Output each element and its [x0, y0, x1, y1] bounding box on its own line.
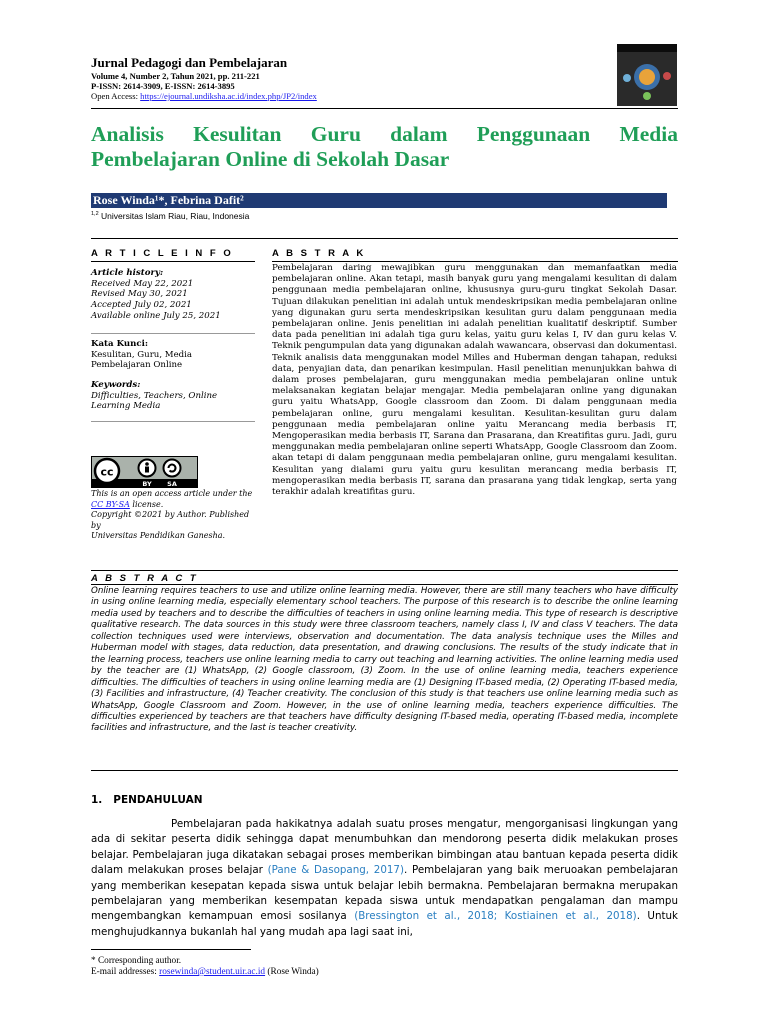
- cc-license-icon: [92, 457, 197, 487]
- history-label: Article history:: [91, 268, 164, 278]
- license-line4: Universitas Pendidikan Ganesha.: [91, 531, 226, 540]
- email-label: E-mail addresses:: [91, 967, 157, 977]
- title-word: Analisis: [91, 122, 164, 146]
- license-line2: CC BY-SA license.: [91, 499, 164, 509]
- email-line: [91, 967, 319, 977]
- abstract-bottom-rule: [91, 770, 678, 771]
- info-divider-1: [91, 333, 255, 334]
- license-line3: Copyright ©2021 by Author. Published by: [91, 510, 250, 530]
- title-word: Media: [619, 122, 678, 146]
- journal-cover-image: [617, 44, 677, 106]
- title-word: dalam: [390, 122, 448, 146]
- section1-paragraph: Pembelajaran pada hakikatnya adalah suatu proses mengatur, mengorganisasi lingkungan yang ada di sekitar peserta didik sehingga dapat menumbuhkan dan mendorong peserta didik melakukan proses belajar. Pembelajaran juga dikatakan sebagai proses memberikan bimbingan atau bantuan kepada peserta didik dalam melakukan proses belajar (Pane & Dasopang, 2017). Pembelajaran yang baik meruoakan pembelajaran yang memberikan kesepatan kepada siswa untuk belajar lebih bermakna. Pembelajaran bermakna merupakan pembelajaran yang memberikan kesempatan kepada siswa untuk mendapatkan pengalaman dan mampu mengembangkan kemampuan emosi sosilanya (Bressington et al., 2018; Kostiainen et al., 2018). Untuk menghujudkannya bukanlah hal yang mudah apa lagi saat ini,: [91, 818, 678, 938]
- section1-heading: 1. PENDAHULUAN: [91, 794, 203, 806]
- history-revised: Revised May 30, 2021: [91, 289, 188, 300]
- kata-kunci-label: Kata Kunci:: [91, 339, 149, 349]
- journal-open-access: [91, 91, 317, 101]
- abstract-text: Online learning requires teachers to use and utilize online learning media. However, there are still many teachers who have difficulty in using online learning media, especially elementary school teachers. The purpose of this research is to describe the online learning media used by teachers and to describe the difficulties of teachers in using online learning media. This type of research is descriptive qualitative research. The data sources in this study were three classroom teachers, namely class I, IV and class V teachers. The data collection techniques used were interviews, observation and documentation. The data analysis technique uses the Milles and Huberman model with stages, data reduction, data presentation, and drawing conclusions. The results of the study indicate that in the learning process, teachers use online learning media to carry out teaching and learning activities. The online learning media used by the teacher are (1) WhatsApp, (2) Google classroom, (3) Zoom. In the use of online learning media, teachers experience difficulties. The difficulties of teachers in using online learning media are (1) Designing IT-based media, (2) Operating IT-based media, (3) Facilities and infrastructure, (4) Teacher creativity. The conclusion of this study is that teachers use online learning media such as WhatsApp, Google Classroom and Zoom. However, in the use of online learning media, teachers experience difficulties. The difficulties experienced by teachers are that teachers have difficulty designing IT-based media, operating IT-based media, incomplete facilities and infrastructure, and the last is teacher creativity.: [91, 586, 678, 734]
- info-divider-2: [91, 421, 255, 422]
- abstrak-rule: [272, 261, 678, 262]
- abstract-heading-rule: [91, 584, 678, 585]
- cc-by-sa-link[interactable]: CC BY-SA: [91, 499, 130, 509]
- citation-bressington-kostiainen[interactable]: (Bressington et al., 2018; Kostiainen et al., 2018): [354, 910, 637, 923]
- corresponding-note: * Corresponding author.: [91, 956, 182, 966]
- cc-by-sa-badge[interactable]: [91, 456, 198, 488]
- history-online: Available online July 25, 2021: [91, 310, 221, 321]
- article-info-rule: [91, 261, 255, 262]
- sa-text: SA: [167, 480, 177, 487]
- email-link[interactable]: rosewinda@student.uir.ac.id: [159, 967, 266, 977]
- footnote-rule: [91, 949, 251, 950]
- journal-volume: Volume 4, Number 2, Tahun 2021, pp. 211-221: [91, 71, 260, 81]
- journal-title: Jurnal Pedagogi dan Pembelajaran: [91, 55, 288, 70]
- history-received: Received May 22, 2021: [91, 278, 194, 289]
- kata-kunci-line1: Kesulitan, Guru, Media: [91, 349, 193, 360]
- kata-kunci-block: [91, 339, 261, 371]
- journal-url-link[interactable]: https://ejournal.undiksha.ac.id/index.php/JP2/index: [140, 91, 317, 101]
- article-history: [91, 268, 261, 322]
- journal-issn: P-ISSN: 2614-3909, E-ISSN: 2614-3895: [91, 81, 235, 91]
- citation-pane-dasopang[interactable]: (Pane & Dasopang, 2017): [267, 864, 404, 877]
- affiliation-superscript: 1,2: [91, 211, 99, 218]
- article-title-line1: [91, 122, 678, 147]
- cc-text: cc: [100, 465, 114, 479]
- history-accepted: Accepted July 02, 2021: [91, 300, 192, 311]
- abstract-top-rule: [91, 570, 678, 571]
- title-word: Guru: [310, 122, 361, 146]
- authors-bar: Rose Winda¹*, Febrina Dafit²: [91, 193, 667, 208]
- article-title: [91, 122, 678, 172]
- keywords-block: [91, 380, 261, 412]
- keywords-label: Keywords:: [91, 380, 141, 390]
- abstrak-heading: A B S T R A K: [272, 248, 366, 259]
- header-rule: [91, 108, 678, 109]
- section-top-rule: [91, 238, 678, 239]
- email-name: (Rose Winda): [267, 967, 319, 977]
- license-text: [91, 489, 261, 542]
- affiliation-text: Universitas Islam Riau, Riau, Indonesia: [101, 211, 250, 221]
- by-text: BY: [142, 480, 152, 487]
- affiliation: [91, 211, 249, 221]
- keywords-line2: Learning Media: [91, 401, 161, 412]
- article-title-line2: Pembelajaran Online di Sekolah Dasar: [91, 147, 450, 171]
- title-word: Penggunaan: [476, 122, 591, 146]
- title-word: Kesulitan: [193, 122, 282, 146]
- kata-kunci-line2: Pembelajaran Online: [91, 360, 183, 371]
- abstract-heading: A B S T R A C T: [91, 573, 199, 584]
- open-access-label: Open Access:: [91, 91, 139, 101]
- abstrak-text: Pembelajaran daring mewajibkan guru menggunakan dan memanfaatkan media pembelajaran online. Akan tetapi, masih banyak guru yang mengalami kesulitan di dalam penggunaan media pembelajaran online, khususnya guru-guru tingkat Sekolah Dasar. Tujuan dilakukan penelitian ini adalah untuk mendeskripsikan media pembelajaran online yang digunakan guru serta mendeskripsikan kesulitan guru dalam penggunaan media pembelajaran online. Jenis penelitian ini adalah penelitian kualitatif deskriptif. Sumber data pada penelitian ini adalah tiga guru kelas, yaitu guru kelas I, IV dan guru kelas V. Teknik pengumpulan data yang digunakan adalah wawancara, observasi dan dokumentasi. Teknik analisis data menggunakan model Milles and Huberman dengan tahapan, reduksi data, penyajian data, dan penarikan kesimpulan. Hasil penelitian menunjukkan bahwa di dalam proses pembelajaran, guru menggunakan media pembelajaran online untuk melaksanakan kegiatan belajar mengajar. Media pembelajaran online yang digunakan guru yaitu WhatsApp, Google classroom dan Zoom. Di dalam penggunaan media pembelajaran online, guru mengalami kesulitan. Kesulitan-kesulitan guru dalam penggunaan media pembelajaran online yaitu Merancang media berbasis IT, Mengoperasikan media berbasis IT, Sarana dan Prasarana, dan Kreatifitas guru. Jadi, guru menggunakan media pembelajaran online seperti WhatsApp, Google Classroom dan Zoom. akan tetapi di dalam penggunaan media pembelajaran online, guru mengalami kesulitan. Kesulitan yang dialami guru yaitu guru kesulitan merancang media berbasis IT, mengoperasikan media berbasis IT, sarana dan prasarana yang tidak lengkap, serta yang terakhir adalah kreatifitas guru.: [272, 263, 677, 498]
- keywords-line1: Difficulties, Teachers, Online: [91, 390, 218, 401]
- license-line1: This is an open access article under the: [91, 489, 253, 498]
- article-info-heading: A R T I C L E I N F O: [91, 248, 234, 259]
